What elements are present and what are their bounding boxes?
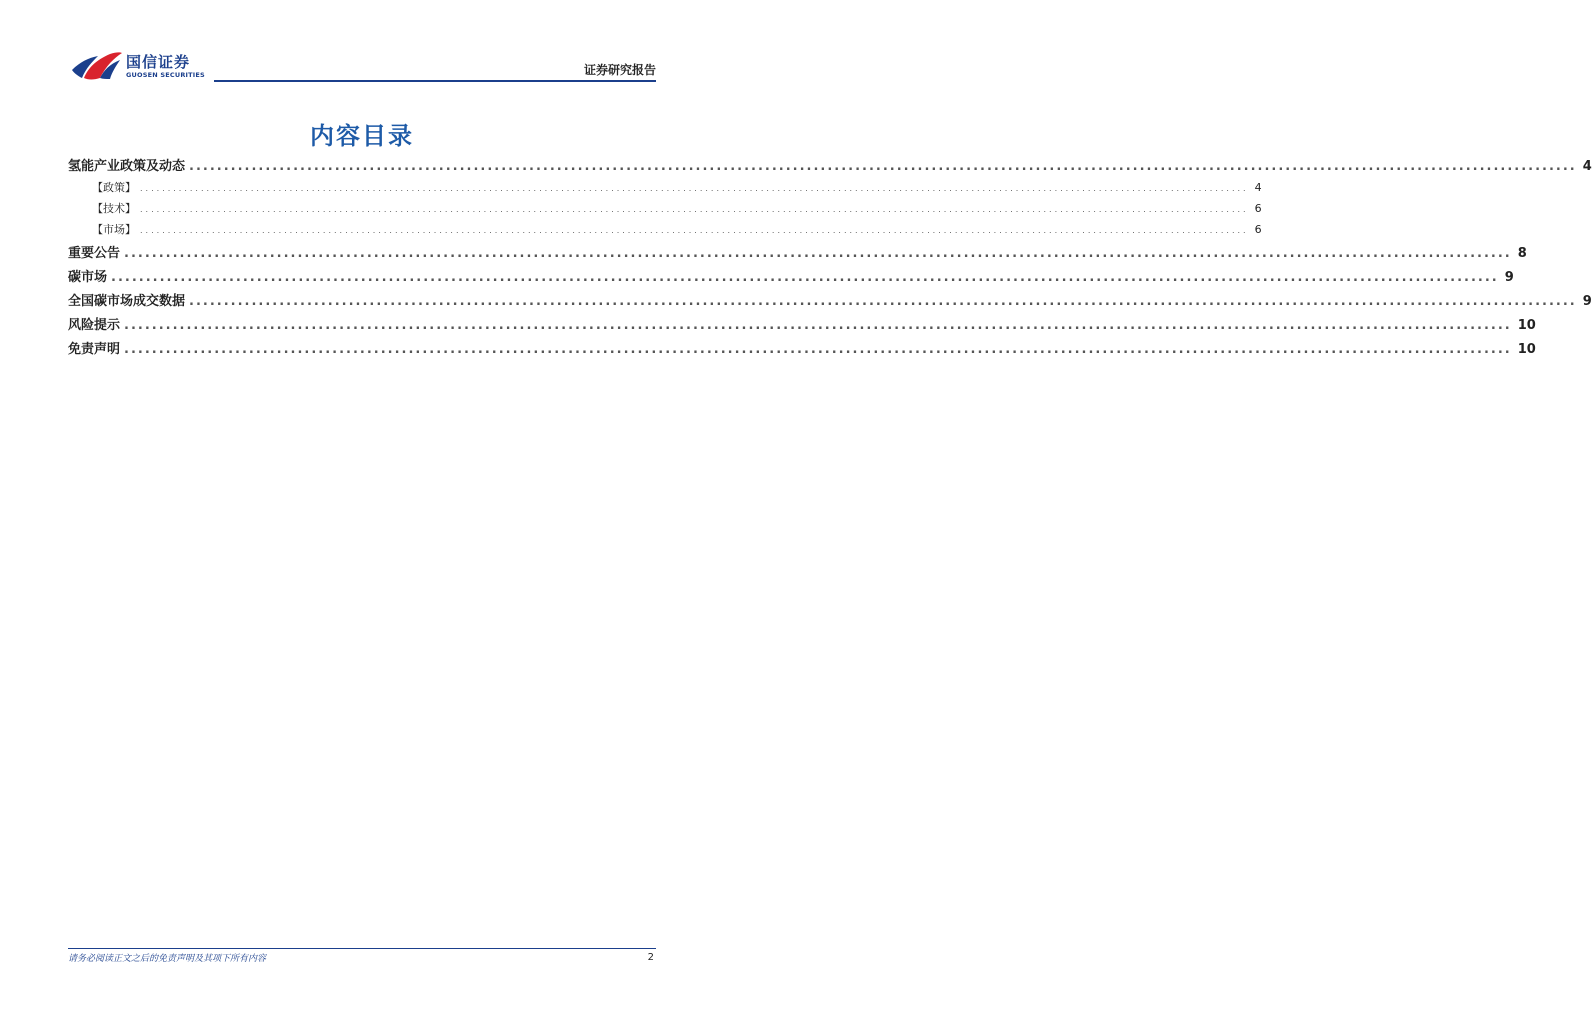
logo-chinese-name: 国信证券 xyxy=(126,53,191,71)
toc-entry-label[interactable]: 【市场】 xyxy=(92,223,136,236)
toc-entry-label[interactable]: 碳市场 xyxy=(68,270,108,285)
toc-entry-page[interactable]: 10 xyxy=(1517,342,1536,357)
toc-entry-label[interactable]: 重要公告 xyxy=(68,246,121,261)
page-number: 2 xyxy=(647,952,654,963)
toc-entry-page[interactable]: 6 xyxy=(1254,202,1262,215)
toc-entry-page[interactable]: 8 xyxy=(1517,246,1527,261)
toc-entry[interactable] xyxy=(68,314,1536,338)
toc-entry[interactable] xyxy=(68,266,1514,290)
page-header xyxy=(0,0,724,90)
toc-entry-page[interactable]: 9 xyxy=(1504,270,1514,285)
toc-entry-label[interactable]: 【政策】 xyxy=(92,181,136,194)
toc-leader-dots: ........................................................................................................................................................................................................ xyxy=(140,184,1249,193)
header-divider xyxy=(214,80,656,82)
toc-leader-dots: ........................................................................................................................................................................................................ xyxy=(140,226,1249,235)
toc-leader-dots: ........................................................................................................................................................................................................ xyxy=(124,342,1512,357)
toc-entry[interactable] xyxy=(68,221,1262,242)
toc-entry[interactable] xyxy=(68,179,1262,200)
toc-entry-page[interactable]: 10 xyxy=(1517,318,1536,333)
toc-leader-dots: ........................................................................................................................................................................................................ xyxy=(140,205,1249,214)
toc-entry[interactable] xyxy=(68,200,1262,221)
toc-entry-page[interactable]: 6 xyxy=(1254,223,1262,236)
toc-leader-dots: ........................................................................................................................................................................................................ xyxy=(189,159,1577,174)
table-of-contents xyxy=(68,155,1592,362)
toc-entry-label[interactable]: 免责声明 xyxy=(68,342,121,357)
toc-leader-dots: ........................................................................................................................................................................................................ xyxy=(124,318,1512,333)
footer-disclaimer: 请务必阅读正文之后的免责声明及其项下所有内容 xyxy=(68,954,267,964)
guosen-logo xyxy=(70,48,210,84)
toc-entry[interactable] xyxy=(68,155,1592,179)
toc-entry-label[interactable]: 【技术】 xyxy=(92,202,136,215)
report-type-label: 证券研究报告 xyxy=(583,63,656,77)
toc-entry-label[interactable]: 氢能产业政策及动态 xyxy=(68,159,186,174)
logo-english-name: GUOSEN SECURITIES xyxy=(126,71,205,79)
toc-leader-dots: ........................................................................................................................................................................................................ xyxy=(189,294,1577,309)
toc-entry-label[interactable]: 全国碳市场成交数据 xyxy=(68,294,186,309)
toc-entry-page[interactable]: 9 xyxy=(1582,294,1592,309)
toc-entry-page[interactable]: 4 xyxy=(1254,181,1262,194)
footer-divider xyxy=(68,948,656,949)
toc-entry[interactable] xyxy=(68,290,1592,314)
toc-title: 内容目录 xyxy=(310,122,414,150)
guosen-logo-icon xyxy=(70,48,122,82)
toc-entry-label[interactable]: 风险提示 xyxy=(68,318,121,333)
toc-leader-dots: ........................................................................................................................................................................................................ xyxy=(111,270,1499,285)
toc-entry[interactable] xyxy=(68,338,1536,362)
toc-entry-page[interactable]: 4 xyxy=(1582,159,1592,174)
toc-entry[interactable] xyxy=(68,242,1527,266)
toc-leader-dots: ........................................................................................................................................................................................................ xyxy=(124,246,1512,261)
